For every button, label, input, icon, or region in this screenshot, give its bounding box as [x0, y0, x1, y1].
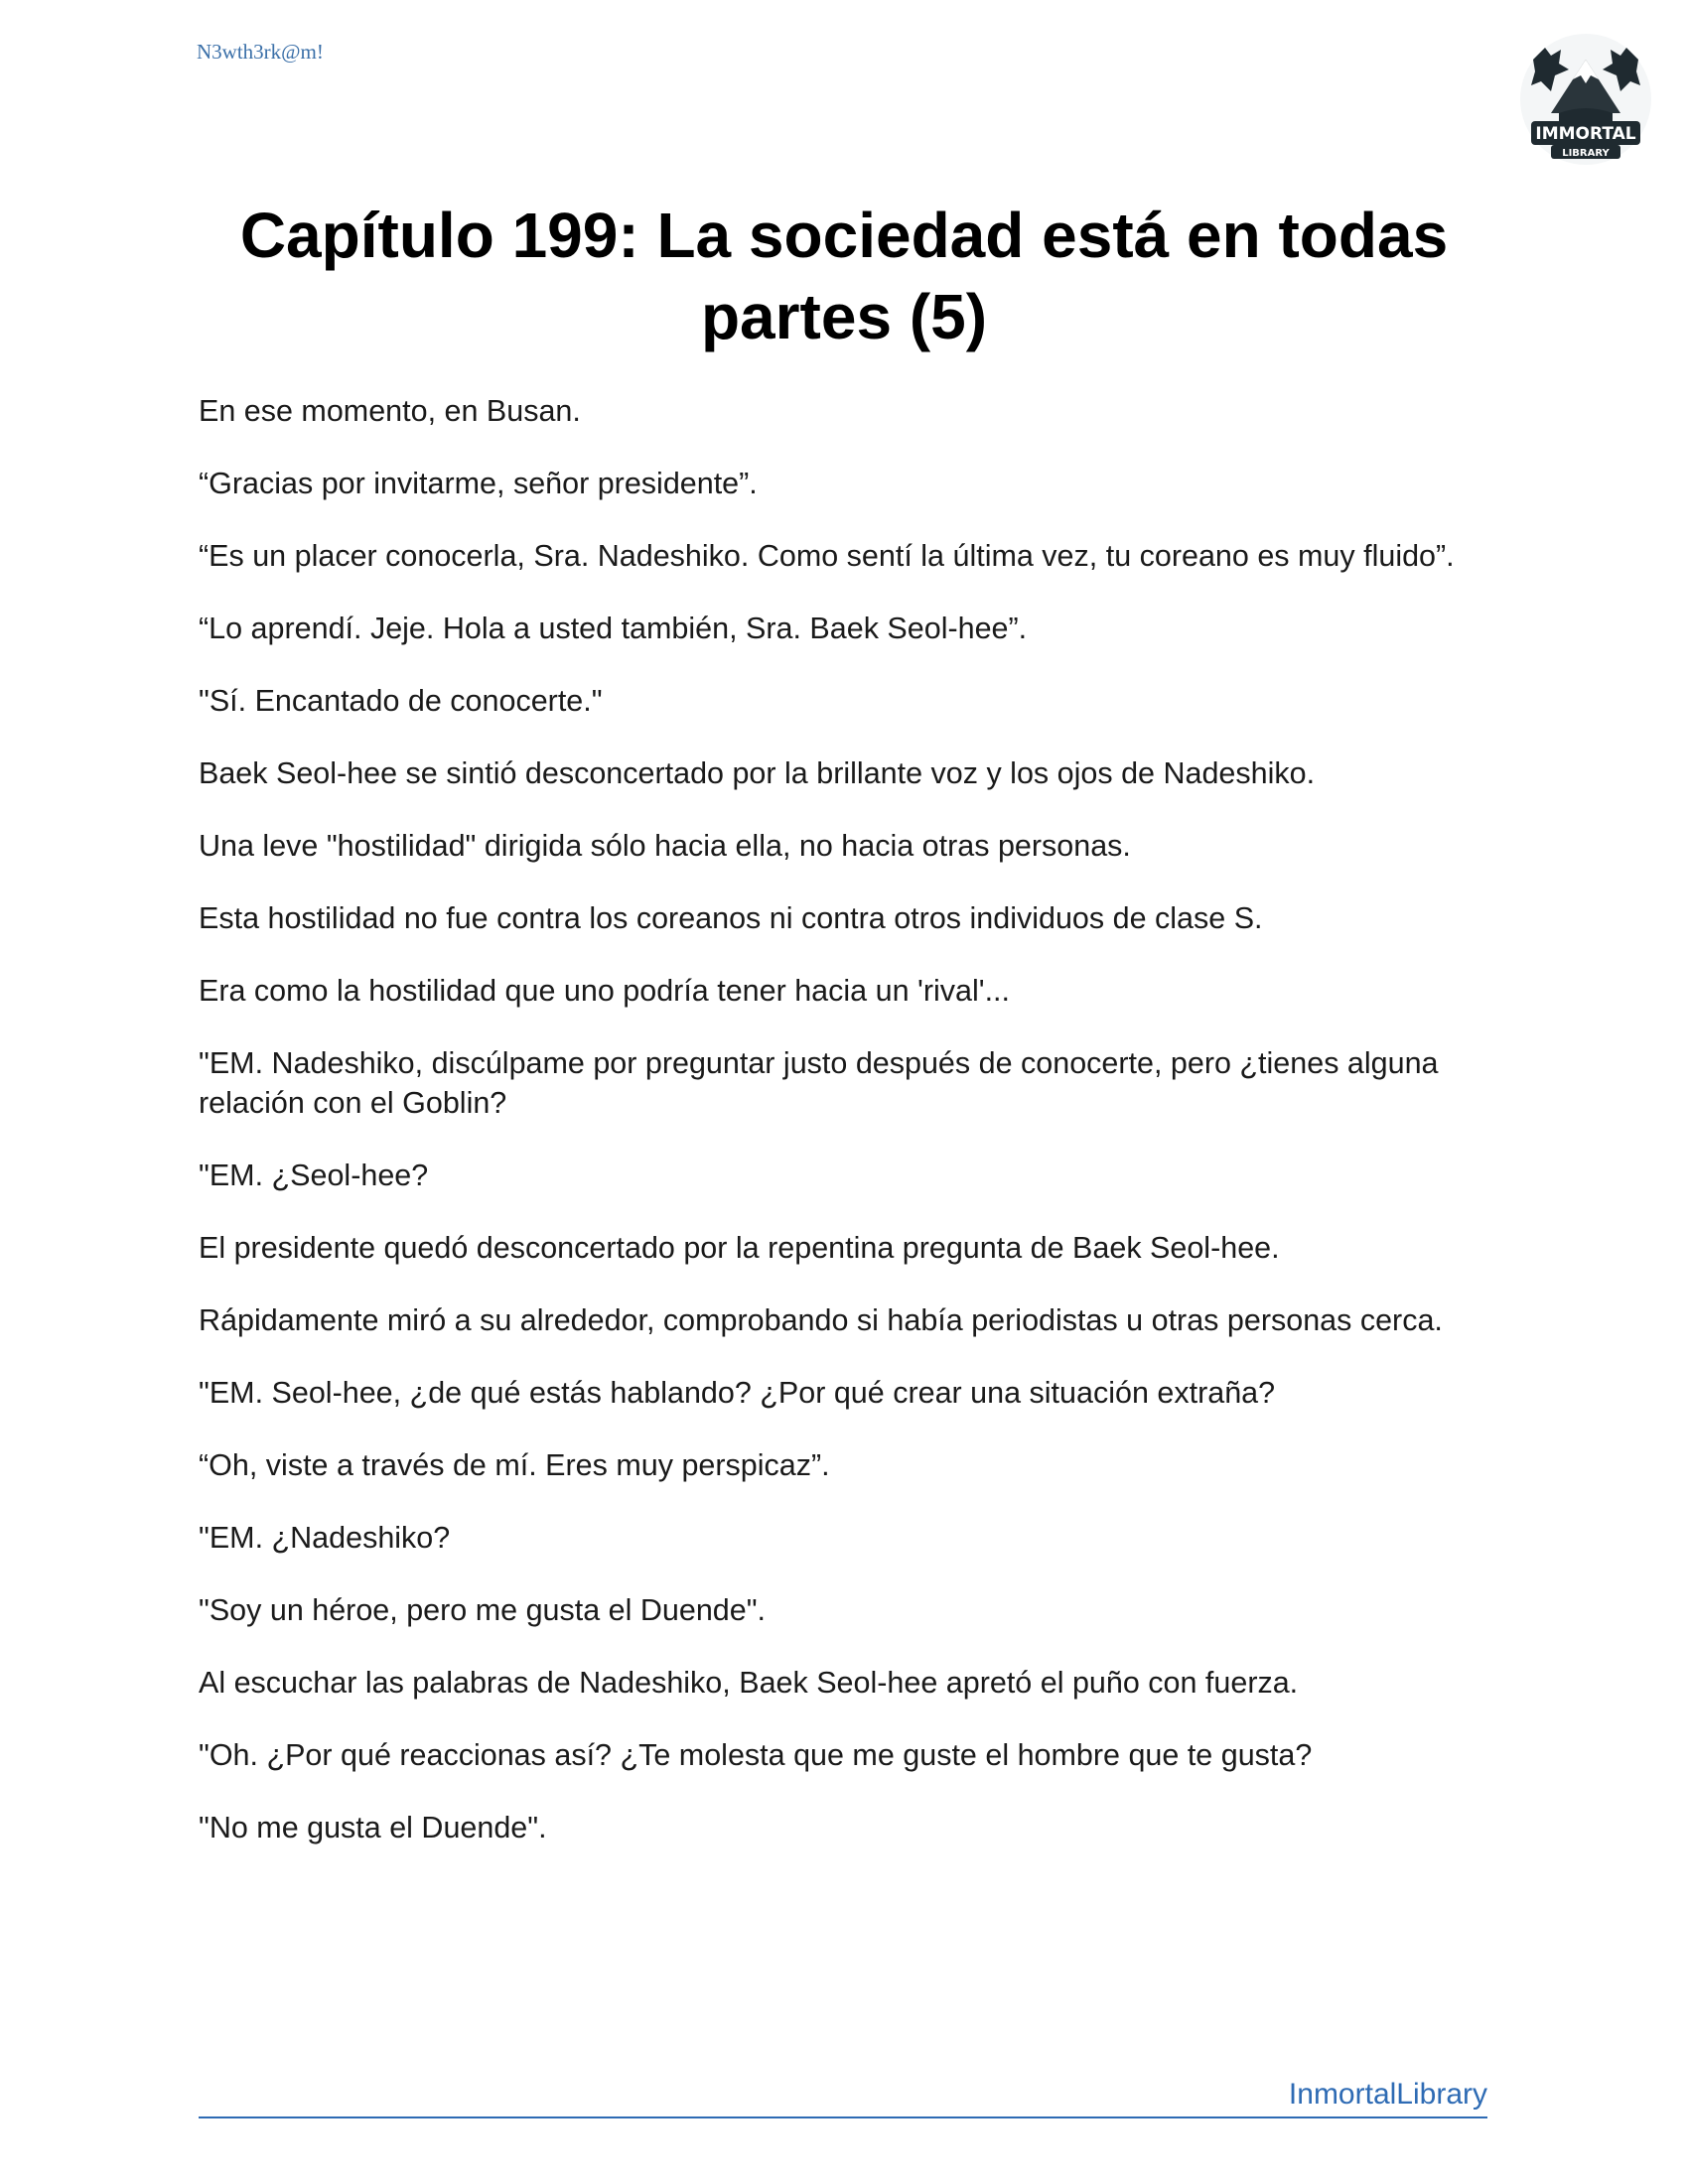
logo-text-top: IMMORTAL: [1535, 124, 1636, 144]
watermark-text: N3wth3rk@m!: [197, 40, 324, 64]
paragraph: “Es un placer conocerla, Sra. Nadeshiko. Como sentí la última vez, tu coreano es muy fluido”.: [199, 539, 1455, 573]
footer-link-inmortallibrary[interactable]: InmortalLibrary: [1288, 2078, 1487, 2111]
paragraph: "EM. ¿Nadeshiko?: [199, 1521, 451, 1555]
paragraph: El presidente quedó desconcertado por la repentina pregunta de Baek Seol-hee.: [199, 1231, 1280, 1265]
logo-graphic: [1511, 30, 1660, 169]
paragraph: "Sí. Encantado de conocerte.": [199, 684, 603, 718]
paragraph: Baek Seol-hee se sintió desconcertado por la brillante voz y los ojos de Nadeshiko.: [199, 756, 1316, 790]
chapter-title: Capítulo 199: La sociedad está en todas partes (5): [239, 200, 1449, 352]
paragraph: Era como la hostilidad que uno podría tener hacia un 'rival'...: [199, 974, 1010, 1008]
paragraph: En ese momento, en Busan.: [199, 394, 581, 428]
paragraph: Una leve "hostilidad" dirigida sólo hacia ella, no hacia otras personas.: [199, 829, 1131, 863]
paragraph: "EM. Nadeshiko, discúlpame por preguntar justo después de conocerte, pero ¿tienes alguna relación con el Goblin?: [199, 1046, 1439, 1120]
paragraph: "Oh. ¿Por qué reaccionas así? ¿Te molesta que me guste el hombre que te gusta?: [199, 1738, 1313, 1772]
paragraph: "EM. ¿Seol-hee?: [199, 1159, 429, 1192]
paragraph: "No me gusta el Duende".: [199, 1811, 547, 1844]
paragraph: “Oh, viste a través de mí. Eres muy perspicaz”.: [199, 1448, 830, 1482]
chapter-body: [199, 391, 1489, 1880]
footer-divider: [199, 2116, 1487, 2118]
immortal-library-logo-icon: [1511, 30, 1660, 169]
logo-text-bottom: LIBRARY: [1562, 148, 1610, 159]
paragraph: "EM. Seol-hee, ¿de qué estás hablando? ¿Por qué crear una situación extraña?: [199, 1376, 1276, 1410]
paragraph: “Lo aprendí. Jeje. Hola a usted también, Sra. Baek Seol-hee”.: [199, 612, 1028, 645]
paragraph: "Soy un héroe, pero me gusta el Duende".: [199, 1593, 767, 1627]
paragraph: “Gracias por invitarme, señor presidente”.: [199, 467, 758, 500]
paragraph: Esta hostilidad no fue contra los coreanos ni contra otros individuos de clase S.: [199, 901, 1263, 935]
paragraph: Al escuchar las palabras de Nadeshiko, Baek Seol-hee apretó el puño con fuerza.: [199, 1666, 1299, 1700]
paragraph: Rápidamente miró a su alrededor, comprobando si había periodistas u otras personas cerca.: [199, 1303, 1443, 1337]
